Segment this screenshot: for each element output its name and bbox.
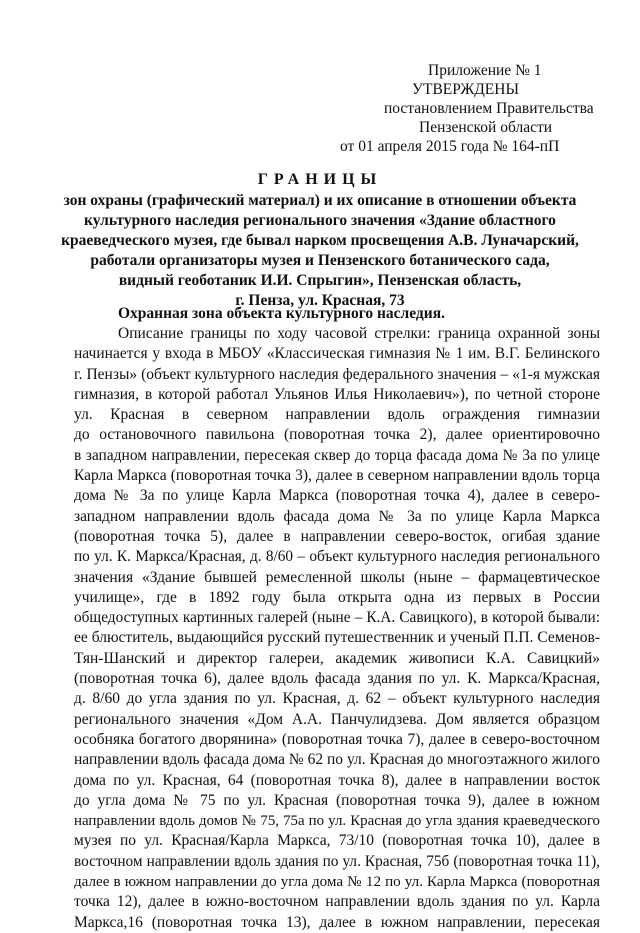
title-line: краеведческого музея, где бывал нарком просвещения А.В. Луначарский, xyxy=(61,232,579,249)
body-line: (поворотная точка 5), далее в направлении северо-восток, огибая здание xyxy=(74,527,600,545)
approval-block xyxy=(340,61,608,156)
body-line: точка 12), далее в южно-восточном направлении вдоль здания по ул. Карла xyxy=(74,893,600,911)
body-text xyxy=(74,324,600,933)
body-line: направлении вдоль домов № 75, 75а по ул. Красная до угла здания краеведческого xyxy=(74,813,600,830)
body-line: значения «Здание бывшей ремесленной школы (ныне – фармацевтическое xyxy=(74,568,600,586)
decree-line: постановлением Правительства xyxy=(384,100,594,117)
body-line: до угла дома № 75 по ул. Красная (поворотная точка 9), далее в южном xyxy=(74,791,600,809)
body-line: гимназия, в которой работал Ульянов Илья Николаевич»), по четной стороне xyxy=(74,385,600,403)
body-line: по ул. К. Маркса/Красная, д. 8/60 – объект культурного наследия регионального xyxy=(74,548,600,566)
body-line: западном направлении вдоль фасада дома № 3а по улице Карла Маркса xyxy=(74,507,600,525)
section-heading: Охранная зона объекта культурного наследия. xyxy=(118,305,445,322)
body-line: училище», где в 1892 году была открыта одна из первых в России xyxy=(74,588,600,606)
body-line: д. 8/60 до угла здания по ул. Красная, д. 62 – объект культурного наследия xyxy=(74,690,600,708)
body-line: в западном направлении, пересекая сквер до торца фасада дома № 3а по улице xyxy=(74,446,600,464)
body-line: музея по ул. Красная/Карла Маркса, 73/10 (поворотная точка 10), далее в xyxy=(74,832,600,850)
appendix-number: Приложение № 1 xyxy=(428,62,542,79)
document-title xyxy=(40,170,600,311)
body-line: ул. Красная в северном направлении вдоль ограждения гимназии xyxy=(74,406,600,424)
title-line: культурного наследия регионального значения «Здание областного xyxy=(84,212,556,229)
body-line: Маркса,16 (поворотная точка 13), далее в южном направлении, пересекая xyxy=(74,913,600,931)
body-line: начинается у входа в МБОУ «Классическая гимназия № 1 им. В.Г. Белинского xyxy=(74,345,600,363)
body-line: Тян-Шанский и директор галереи, академик живописи К.А. Савицкий» xyxy=(74,649,600,667)
title-line: зон охраны (графический материал) и их описание в отношении объекта xyxy=(63,192,577,209)
body-line: регионального значения «Дом А.А. Панчулидзева. Дом является образцом xyxy=(74,710,600,728)
title-heading: ГРАНИЦЫ xyxy=(257,171,383,188)
approved-label: УТВЕРЖДЕНЫ xyxy=(412,81,519,98)
region-line: Пензенской области xyxy=(419,119,553,136)
body-line: далее в южном направлении до угла дома № 12 по ул. Карла Маркса (поворотная xyxy=(74,874,600,891)
body-line: Карла Маркса (поворотная точка 3), далее в северном направлении вдоль торца xyxy=(74,467,600,485)
title-line: г. Пенза, ул. Красная, 73 xyxy=(235,292,405,309)
body-line: восточном направлении вдоль здания по ул. Красная, 75б (поворотная точка 11), xyxy=(74,852,600,870)
title-line: видный геоботаник И.И. Спрыгин», Пензенская область, xyxy=(118,272,522,289)
body-line: направлении вдоль фасада дома № 62 по ул. Красная до многоэтажного жилого xyxy=(74,751,600,769)
body-line: дома по ул. Красная, 64 (поворотная точка 8), далее в направлении восток xyxy=(74,771,600,789)
decree-date: от 01 апреля 2015 года № 164-пП xyxy=(340,138,560,155)
body-line: Описание границы по ходу часовой стрелки: граница охранной зоны xyxy=(118,325,600,342)
body-line: г. Пензы» (объект культурного наследия федерального значения – «1-я мужская xyxy=(74,365,600,383)
body-line: (поворотная точка 6), далее вдоль фасада здания по ул. К. Маркса/Красная, xyxy=(74,670,600,688)
body-line: дома № 3а по улице Карла Маркса (поворотная точка 4), далее в северо- xyxy=(74,487,600,505)
title-line: работали организаторы музея и Пензенского ботанического сада, xyxy=(90,252,550,269)
body-line: общедоступных картинных галерей (ныне – К.А. Савицкого), в которой бывали: xyxy=(74,609,600,627)
body-line: особняка богатого дворянина» (поворотная точка 7), далее в северо-восточном xyxy=(74,730,600,748)
body-line: ее блюститель, выдающийся русский путешественник и ученый П.П. Семенов- xyxy=(74,629,600,647)
body-line: до остановочного павильона (поворотная точка 2), далее ориентировочно xyxy=(74,426,600,444)
